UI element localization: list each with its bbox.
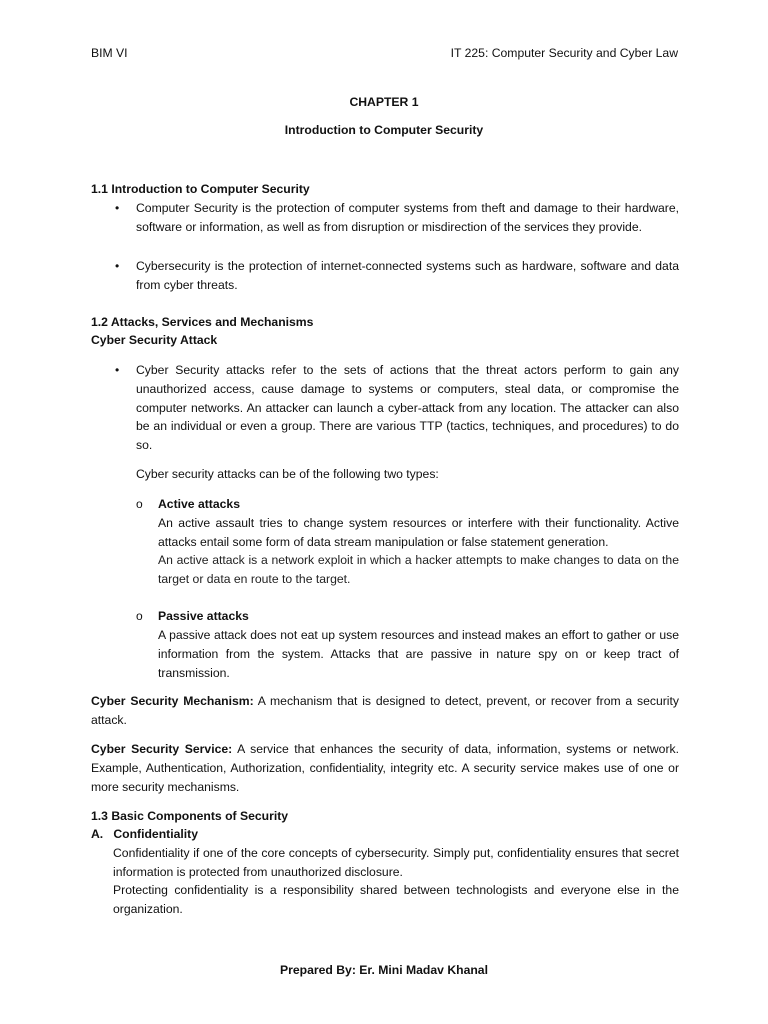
passive-attacks-text: A passive attack does not eat up system resources and instead makes an effort to gather or use information from the system. Attacks that are passive in nature spy on or keep tract of transmission. — [158, 628, 679, 680]
confidentiality-heading: A. Confidentiality — [91, 827, 198, 841]
sub-bullet-marker: o — [136, 609, 143, 623]
bullet-marker: • — [115, 201, 120, 215]
mechanism-paragraph — [91, 692, 679, 730]
service-text: A service that enhances the security of data, information, systems or network. Example, Authentication, Authorization, confidentiality, integrity etc. A security service makes use of one or more security mechanisms. — [91, 742, 680, 794]
bullet-attacks-definition: Cyber Security attacks refer to the sets of actions that the threat actors perform to gain any unauthorized access, cause damage to systems or computers, steal data, or compromise the computer networks. An attacker can launch a cyber-attack from any location. The attacker can also be an individual or even a group. There are various TTP (tactics, techniques, and procedures) to do so. — [136, 363, 679, 453]
passive-attacks-title: Passive attacks — [158, 609, 249, 623]
bullet-cybersecurity: Cybersecurity is the protection of internet-connected systems such as hardware, software and data from cyber threats. — [136, 259, 679, 292]
bullet-marker: • — [115, 259, 120, 273]
mechanism-label: Cyber Security Mechanism: — [91, 694, 254, 708]
attack-types-intro: Cyber security attacks can be of the following two types: — [136, 467, 439, 481]
service-paragraph — [91, 740, 679, 796]
header-course: BIM VI — [91, 46, 128, 60]
bullet-computer-security: Computer Security is the protection of computer systems from theft and damage to their hardware, software or information, as well as from disruption or misdirection of the services they provide. — [136, 201, 679, 234]
chapter-title: Introduction to Computer Security — [284, 123, 484, 137]
chapter-label: CHAPTER 1 — [349, 95, 419, 109]
confidentiality-text-2: Protecting confidentiality is a responsibility shared between technologists and everyone else in the organization. — [113, 883, 679, 916]
active-attacks-text-1: An active assault tries to change system resources or interfere with their functionality. Active attacks entail some form of data stream manipulation or false statement generation. — [158, 516, 679, 549]
footer-prepared-by: Prepared By: Er. Mini Madav Khanal — [280, 963, 488, 977]
confidentiality-text-1: Confidentiality if one of the core concepts of cybersecurity. Simply put, confidentiality ensures that secret information is protected from unauthorized disclosure. — [113, 846, 679, 879]
section-1-3-heading: 1.3 Basic Components of Security — [91, 809, 289, 823]
active-attacks-title: Active attacks — [158, 497, 240, 511]
section-1-2-heading: 1.2 Attacks, Services and Mechanisms — [91, 315, 314, 329]
service-label: Cyber Security Service: — [91, 742, 233, 756]
section-1-1-heading: 1.1 Introduction to Computer Security — [91, 182, 310, 196]
active-attacks-text-2: An active attack is a network exploit in which a hacker attempts to make changes to data on the target or data en route to the target. — [158, 553, 679, 586]
mechanism-text: A mechanism that is designed to detect, prevent, or recover from a security attack. — [91, 694, 679, 727]
header-subject: IT 225: Computer Security and Cyber Law — [450, 46, 678, 60]
cyber-security-attack-heading: Cyber Security Attack — [91, 333, 218, 347]
sub-bullet-marker: o — [136, 497, 143, 511]
bullet-marker: • — [115, 363, 120, 377]
